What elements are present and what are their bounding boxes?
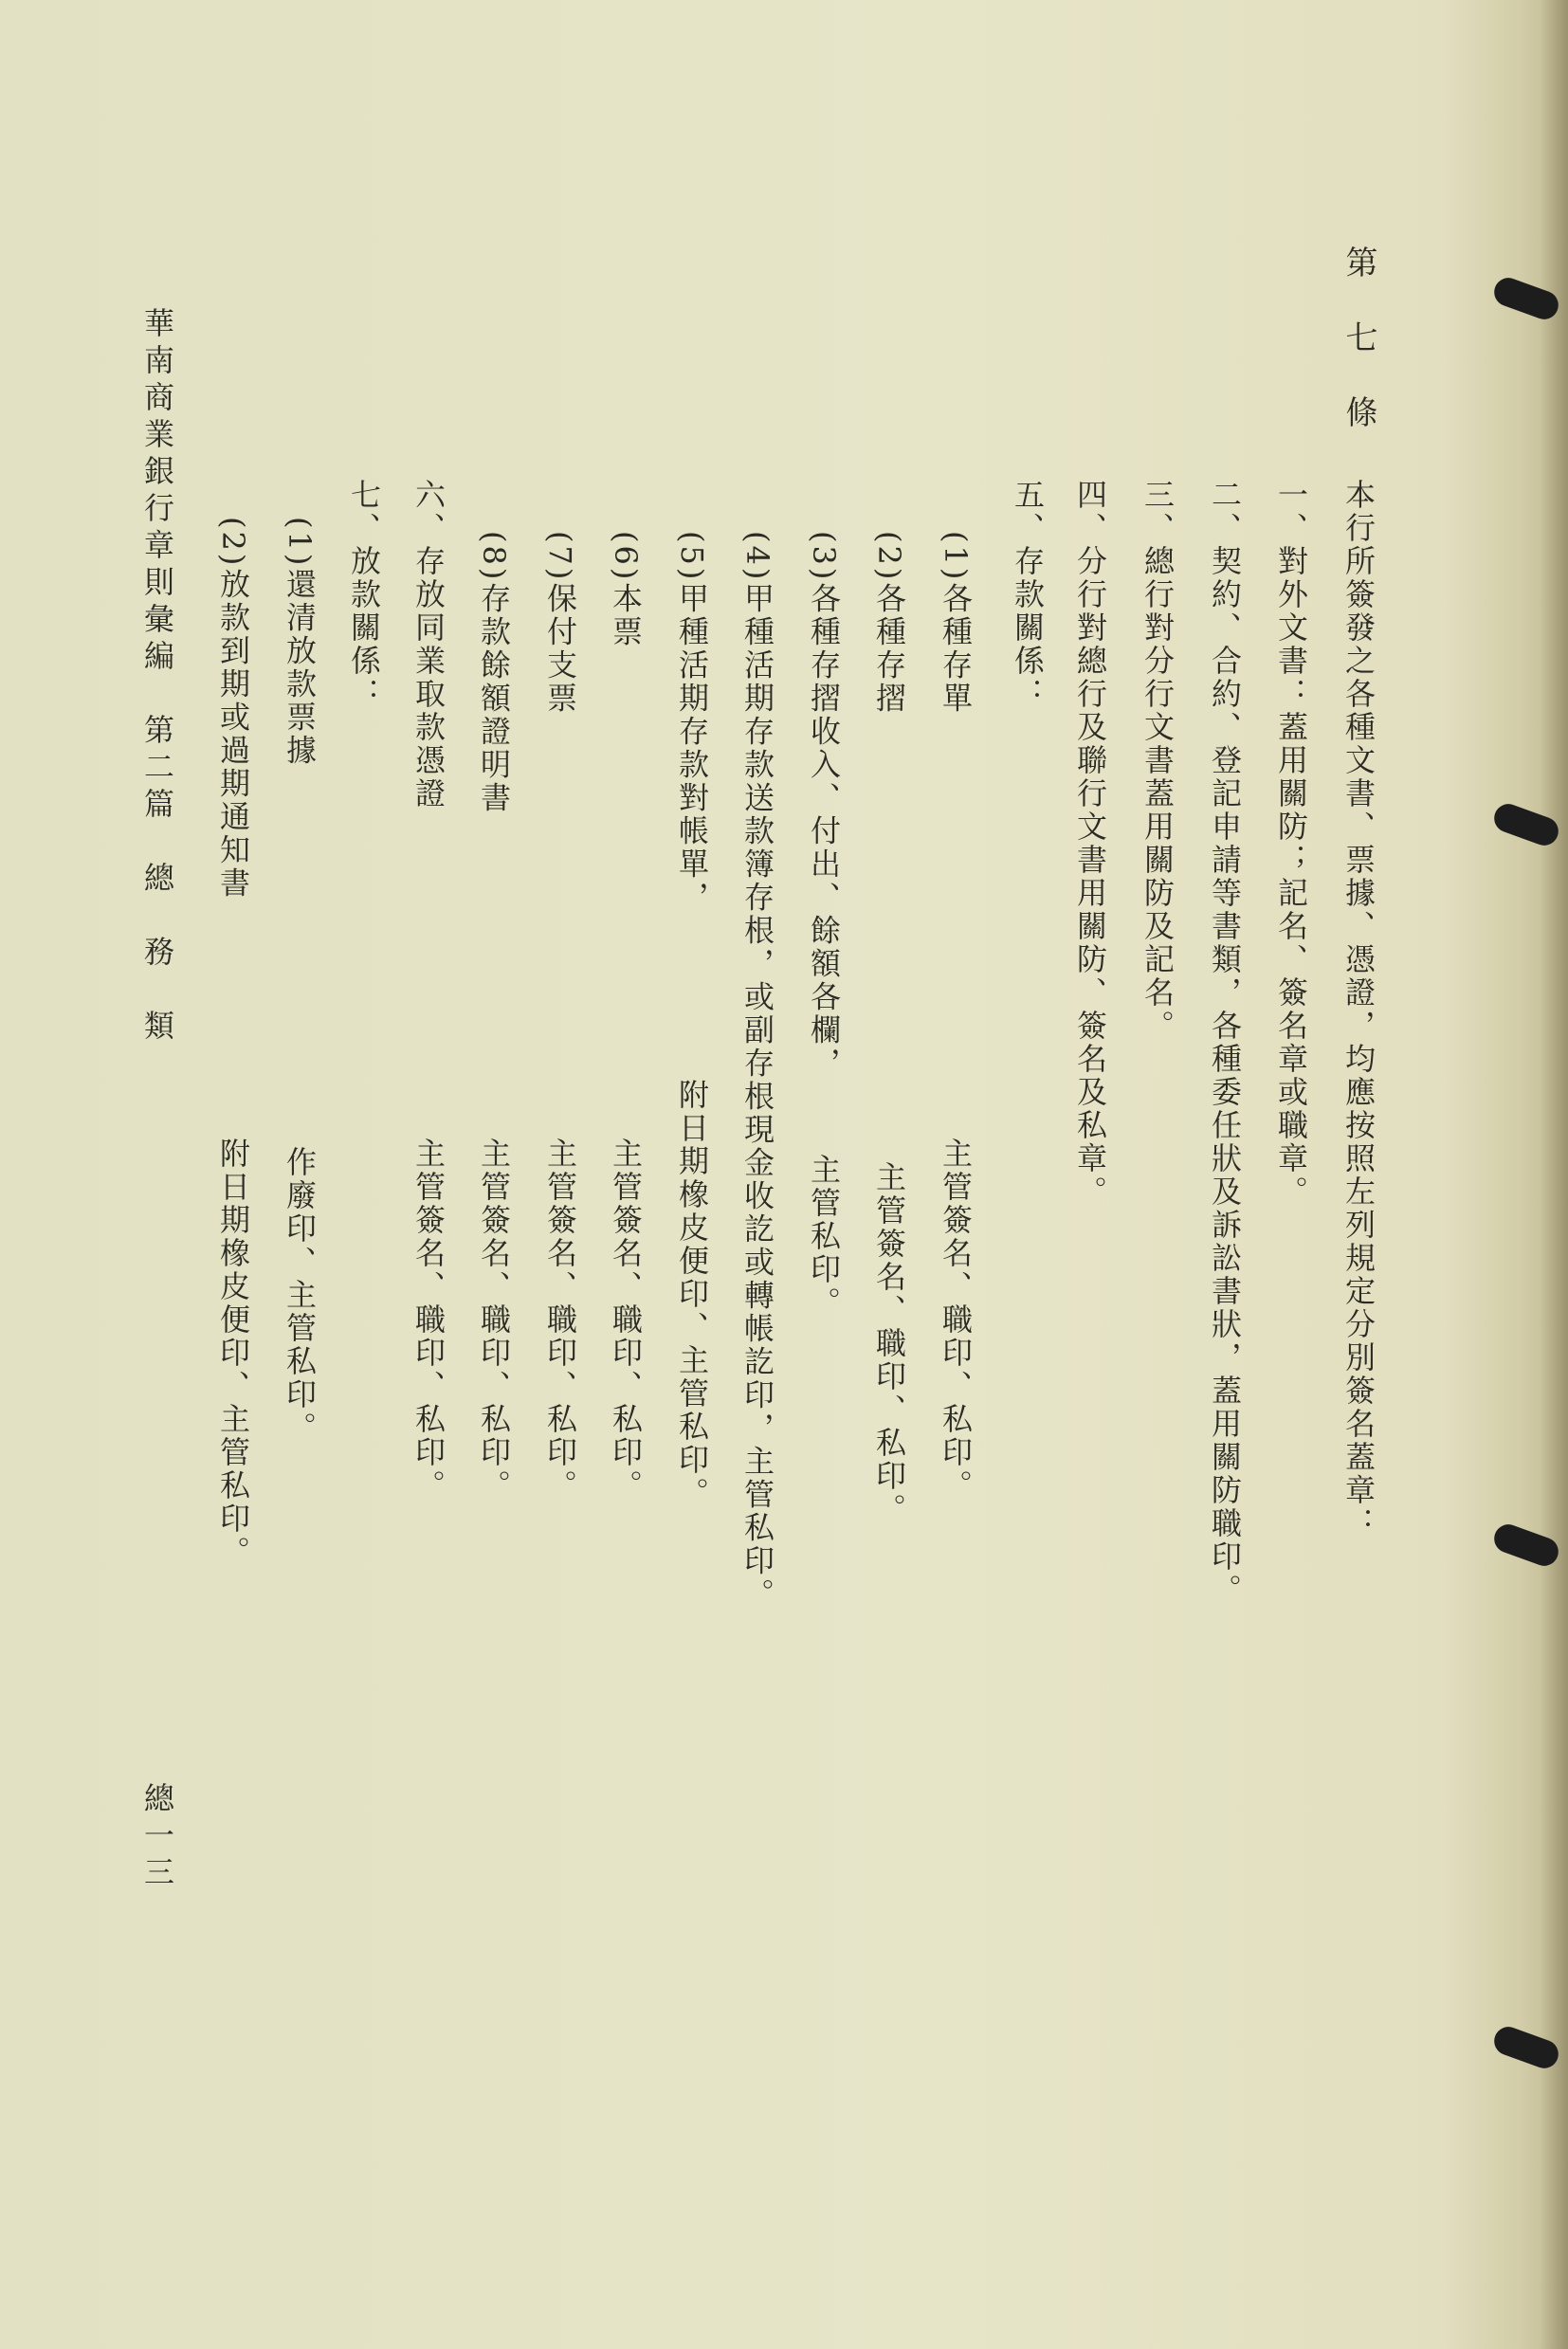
loan-item-seal: 作廢印、主管私印。	[282, 1146, 318, 1445]
deposit-item-seal: 主管簽名、職印、私印。	[476, 1138, 512, 1502]
deposit-item-label: (6)本票	[608, 531, 644, 649]
loan-item-label: (2)放款到期或過期通知書	[215, 517, 251, 901]
item-3: 三、總行對分行文書蓋用關防及記名。	[1140, 479, 1176, 1043]
deposit-item-label: (1)各種存單	[938, 531, 974, 716]
item-1: 一、對外文書：蓋用關防；記名、簽名章或職章。	[1273, 479, 1309, 1209]
deposit-item-seal: 主管簽名、職印、私印。	[608, 1138, 644, 1502]
item-6-label: 六、存放同業取款憑證	[410, 479, 447, 810]
deposit-item-seal: 主管簽名、職印、私印。	[938, 1138, 974, 1502]
item-7-label: 七、放款關係：	[346, 479, 382, 711]
deposit-item-seal: 主管簽名、職印、私印。	[542, 1138, 578, 1502]
loan-item-seal: 附日期橡皮便印、主管私印。	[215, 1138, 251, 1569]
article-number: 第七條	[1340, 246, 1377, 470]
footer-book-title: 華南商業銀行章則彙編 第二篇 總 務 類	[139, 307, 175, 1047]
deposit-item-label: (3)各種存摺收入、付出、餘額各欄，	[806, 531, 842, 1081]
deposit-item-label: (8)存款餘額證明書	[476, 531, 512, 815]
item-2: 二、契約、合約、登記申請等書類，各種委任狀及訴訟書狀，蓋用關防職印。	[1207, 479, 1243, 1607]
deposit-item-seal: 附日期橡皮便印、主管私印。	[674, 1079, 710, 1510]
deposit-item-label: (7)保付支票	[542, 531, 578, 716]
deposit-item-label: (2)各種存摺	[871, 531, 907, 716]
item-4: 四、分行對總行及聯行文書用關防、簽名及私章。	[1072, 479, 1108, 1209]
deposit-item-seal: 主管簽名、職印、私印。	[871, 1161, 907, 1526]
item-6-seal: 主管簽名、職印、私印。	[410, 1138, 447, 1502]
deposit-item-label: (4)甲種活期存款送款簿存根，或副存根現金收訖或轉帳訖印，主管私印。	[739, 531, 775, 1612]
page-number: 總一三	[139, 1782, 175, 1893]
loan-item-label: (1)還清放款票據	[282, 517, 318, 768]
item-5: 五、存款關係：	[1010, 479, 1046, 711]
deposit-item-seal: 主管私印。	[806, 1154, 842, 1320]
deposit-item-label: (5)甲種活期存款對帳單，	[674, 531, 710, 915]
page-edge-shadow	[1540, 0, 1568, 2349]
article-intro: 本行所簽發之各種文書、票據、憑證，均應按照左列規定分別簽名蓋章：	[1340, 479, 1377, 1540]
